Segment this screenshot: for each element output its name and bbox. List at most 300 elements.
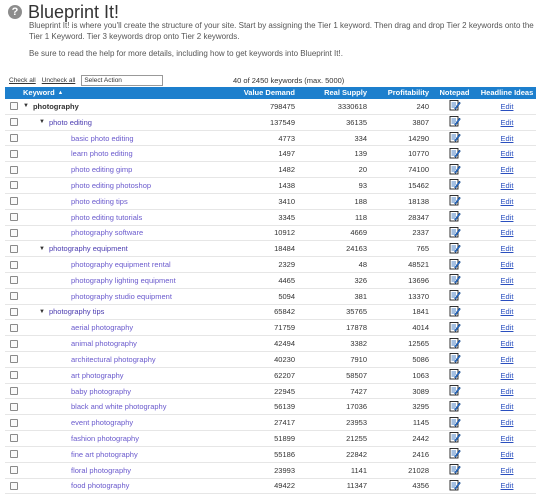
notepad-cell bbox=[431, 352, 478, 366]
keyword-cell bbox=[23, 260, 219, 269]
row-checkbox[interactable] bbox=[10, 434, 18, 442]
column-real-supply[interactable]: Real Supply bbox=[324, 88, 367, 97]
collapse-triangle-icon[interactable]: ▼ bbox=[39, 308, 45, 315]
headline-ideas-cell bbox=[478, 323, 536, 332]
value-demand-cell: 40230 bbox=[274, 354, 295, 364]
edit-link[interactable]: Edit bbox=[500, 449, 514, 459]
table-row[interactable] bbox=[5, 194, 536, 210]
row-checkbox[interactable] bbox=[10, 118, 18, 126]
profitability-cell: 12565 bbox=[408, 339, 429, 349]
row-checkbox[interactable] bbox=[10, 166, 18, 174]
table-row[interactable] bbox=[5, 479, 536, 495]
table-row[interactable] bbox=[5, 99, 536, 115]
row-checkbox[interactable] bbox=[10, 150, 18, 158]
table-row[interactable] bbox=[5, 352, 536, 368]
row-checkbox-cell bbox=[5, 403, 23, 411]
edit-link[interactable]: Edit bbox=[500, 291, 514, 301]
notepad-icon[interactable] bbox=[449, 115, 461, 129]
collapse-triangle-icon[interactable]: ▼ bbox=[23, 103, 29, 110]
real-supply-cell: 1141 bbox=[350, 465, 367, 475]
notepad-cell bbox=[431, 194, 478, 208]
row-checkbox[interactable] bbox=[10, 387, 18, 395]
keyword-cell bbox=[23, 371, 219, 380]
notepad-icon[interactable] bbox=[449, 210, 461, 224]
edit-link[interactable]: Edit bbox=[500, 228, 514, 238]
keyword-link[interactable]: photo editing tutorials bbox=[71, 212, 143, 222]
real-supply-cell: 7910 bbox=[350, 354, 367, 364]
keyword-link[interactable]: photography software bbox=[71, 228, 144, 238]
row-checkbox[interactable] bbox=[10, 482, 18, 490]
notepad-cell bbox=[431, 147, 478, 161]
keyword-cell bbox=[23, 323, 219, 332]
row-checkbox[interactable] bbox=[10, 134, 18, 142]
notepad-icon[interactable] bbox=[449, 147, 461, 161]
notepad-icon[interactable] bbox=[449, 289, 461, 303]
row-checkbox-cell bbox=[5, 166, 23, 174]
notepad-icon[interactable] bbox=[449, 163, 461, 177]
profitability-cell: 13370 bbox=[408, 291, 429, 301]
row-checkbox-cell bbox=[5, 245, 23, 253]
value-demand-cell: 27417 bbox=[274, 418, 295, 428]
page-title: Blueprint It! bbox=[28, 1, 120, 22]
row-checkbox[interactable] bbox=[10, 466, 18, 474]
notepad-cell bbox=[431, 431, 478, 445]
profitability-cell: 13696 bbox=[408, 275, 429, 285]
row-checkbox[interactable] bbox=[10, 308, 18, 316]
edit-link[interactable]: Edit bbox=[500, 180, 514, 190]
real-supply-cell: 35765 bbox=[346, 307, 367, 317]
keyword-cell bbox=[23, 197, 219, 206]
keyword-cell bbox=[23, 292, 219, 301]
notepad-cell bbox=[431, 447, 478, 461]
keyword-link[interactable]: fine art photography bbox=[71, 449, 138, 459]
headline-ideas-cell bbox=[478, 228, 536, 237]
row-checkbox-cell bbox=[5, 324, 23, 332]
row-checkbox[interactable] bbox=[10, 213, 18, 221]
keyword-link[interactable]: basic photo editing bbox=[71, 133, 134, 143]
value-demand-cell: 55186 bbox=[274, 449, 295, 459]
keyword-cell bbox=[23, 244, 219, 253]
notepad-icon[interactable] bbox=[449, 273, 461, 287]
headline-ideas-cell bbox=[478, 213, 536, 222]
profitability-cell: 3295 bbox=[412, 402, 429, 412]
edit-link[interactable]: Edit bbox=[500, 418, 514, 428]
row-checkbox[interactable] bbox=[10, 292, 18, 300]
real-supply-cell: 7427 bbox=[350, 386, 367, 396]
value-demand-cell: 23993 bbox=[274, 465, 295, 475]
notepad-cell bbox=[431, 384, 478, 398]
table-row[interactable] bbox=[5, 210, 536, 226]
value-demand-cell: 10912 bbox=[274, 228, 295, 238]
row-checkbox-cell bbox=[5, 308, 23, 316]
row-checkbox[interactable] bbox=[10, 261, 18, 269]
notepad-icon[interactable] bbox=[449, 337, 461, 351]
notepad-icon[interactable] bbox=[449, 321, 461, 335]
profitability-cell: 2337 bbox=[412, 228, 429, 238]
notepad-cell bbox=[431, 99, 478, 113]
row-checkbox-cell bbox=[5, 134, 23, 142]
real-supply-cell: 3330618 bbox=[337, 101, 367, 111]
headline-ideas-cell bbox=[478, 371, 536, 380]
notepad-cell bbox=[431, 463, 478, 477]
edit-link[interactable]: Edit bbox=[500, 275, 514, 285]
edit-link[interactable]: Edit bbox=[500, 433, 514, 443]
row-checkbox-cell bbox=[5, 466, 23, 474]
row-checkbox[interactable] bbox=[10, 181, 18, 189]
notepad-icon[interactable] bbox=[449, 258, 461, 272]
headline-ideas-cell bbox=[478, 481, 536, 490]
value-demand-cell: 137549 bbox=[269, 117, 295, 127]
row-checkbox-cell bbox=[5, 229, 23, 237]
keyword-cell bbox=[23, 481, 219, 490]
notepad-icon[interactable] bbox=[449, 226, 461, 240]
headline-ideas-cell bbox=[478, 260, 536, 269]
keyword-cell bbox=[23, 181, 219, 190]
table-row[interactable] bbox=[5, 115, 536, 131]
row-checkbox-cell bbox=[5, 197, 23, 205]
real-supply-cell: 24163 bbox=[346, 244, 367, 254]
table-row[interactable] bbox=[5, 399, 536, 415]
notepad-cell bbox=[431, 305, 478, 319]
notepad-icon[interactable] bbox=[449, 305, 461, 319]
edit-link[interactable]: Edit bbox=[500, 149, 514, 159]
edit-link[interactable]: Edit bbox=[500, 212, 514, 222]
row-checkbox[interactable] bbox=[10, 403, 18, 411]
value-demand-cell: 71759 bbox=[274, 323, 295, 333]
collapse-triangle-icon[interactable]: ▼ bbox=[39, 245, 45, 252]
notepad-icon[interactable] bbox=[449, 131, 461, 145]
row-checkbox-cell bbox=[5, 387, 23, 395]
headline-ideas-cell bbox=[478, 118, 536, 127]
table-row[interactable] bbox=[5, 415, 536, 431]
table-row[interactable] bbox=[5, 368, 536, 384]
keyword-cell bbox=[23, 387, 219, 396]
keyword-link[interactable]: photography bbox=[32, 101, 79, 111]
edit-link[interactable]: Edit bbox=[500, 339, 514, 349]
profitability-cell: 21028 bbox=[408, 465, 429, 475]
headline-ideas-cell bbox=[478, 181, 536, 190]
help-icon[interactable]: ? bbox=[8, 5, 22, 19]
column-notepad: Notepad bbox=[439, 88, 470, 97]
keyword-link[interactable]: photography studio equipment bbox=[71, 291, 172, 301]
keyword-link[interactable]: food photography bbox=[71, 481, 130, 491]
profitability-cell: 28347 bbox=[408, 212, 429, 222]
headline-ideas-cell bbox=[478, 418, 536, 427]
row-checkbox-cell bbox=[5, 340, 23, 348]
value-demand-cell: 22945 bbox=[274, 386, 295, 396]
edit-link[interactable]: Edit bbox=[500, 133, 514, 143]
headline-ideas-cell bbox=[478, 244, 536, 253]
headline-ideas-cell bbox=[478, 165, 536, 174]
edit-link[interactable]: Edit bbox=[500, 481, 514, 491]
keyword-cell bbox=[23, 102, 219, 111]
edit-link[interactable]: Edit bbox=[500, 165, 514, 175]
edit-link[interactable]: Edit bbox=[500, 354, 514, 364]
notepad-cell bbox=[431, 163, 478, 177]
table-row[interactable] bbox=[5, 384, 536, 400]
notepad-icon[interactable] bbox=[449, 400, 461, 414]
real-supply-cell: 188 bbox=[354, 196, 367, 206]
notepad-icon[interactable] bbox=[449, 178, 461, 192]
notepad-icon[interactable] bbox=[449, 463, 461, 477]
keyword-link[interactable]: aerial photography bbox=[71, 323, 134, 333]
row-checkbox-cell bbox=[5, 355, 23, 363]
keyword-link[interactable]: photography tips bbox=[48, 307, 105, 317]
keyword-link[interactable]: photo editing tips bbox=[71, 196, 128, 206]
keyword-cell bbox=[23, 434, 219, 443]
real-supply-cell: 17036 bbox=[346, 402, 367, 412]
real-supply-cell: 93 bbox=[358, 180, 367, 190]
table-row[interactable] bbox=[5, 336, 536, 352]
keyword-table bbox=[5, 87, 536, 494]
value-demand-cell: 798475 bbox=[269, 101, 295, 111]
row-checkbox-cell bbox=[5, 150, 23, 158]
notepad-icon[interactable] bbox=[449, 194, 461, 208]
check-all-link[interactable]: Check all bbox=[9, 76, 36, 84]
notepad-cell bbox=[431, 479, 478, 493]
row-checkbox[interactable] bbox=[10, 276, 18, 284]
real-supply-cell: 326 bbox=[354, 275, 367, 285]
value-demand-cell: 3410 bbox=[278, 196, 295, 206]
notepad-cell bbox=[431, 226, 478, 240]
notepad-icon[interactable] bbox=[449, 368, 461, 382]
row-checkbox[interactable] bbox=[10, 324, 18, 332]
row-checkbox[interactable] bbox=[10, 450, 18, 458]
column-headline-ideas: Headline Ideas bbox=[480, 88, 534, 97]
value-demand-cell: 65842 bbox=[274, 307, 295, 317]
profitability-cell: 3089 bbox=[412, 386, 429, 396]
table-row[interactable] bbox=[5, 305, 536, 321]
headline-ideas-cell bbox=[478, 197, 536, 206]
notepad-cell bbox=[431, 115, 478, 129]
row-checkbox[interactable] bbox=[10, 229, 18, 237]
real-supply-cell: 20 bbox=[358, 165, 367, 175]
edit-link[interactable]: Edit bbox=[500, 323, 514, 333]
value-demand-cell: 1438 bbox=[278, 180, 295, 190]
keyword-cell bbox=[23, 307, 219, 316]
notepad-icon[interactable] bbox=[449, 431, 461, 445]
row-checkbox[interactable] bbox=[10, 340, 18, 348]
keyword-link[interactable]: photography equipment bbox=[48, 244, 128, 254]
keyword-count: 40 of 2450 keywords (max. 5000) bbox=[233, 75, 345, 85]
notepad-icon[interactable] bbox=[449, 242, 461, 256]
notepad-icon[interactable] bbox=[449, 479, 461, 493]
keyword-cell bbox=[23, 228, 219, 237]
real-supply-cell: 36135 bbox=[346, 117, 367, 127]
value-demand-cell: 51899 bbox=[274, 433, 295, 443]
notepad-cell bbox=[431, 400, 478, 414]
profitability-cell: 4014 bbox=[412, 323, 429, 333]
sort-asc-icon: ▲ bbox=[57, 90, 64, 96]
headline-ideas-cell bbox=[478, 466, 536, 475]
value-demand-cell: 3345 bbox=[278, 212, 295, 222]
row-checkbox-cell bbox=[5, 482, 23, 490]
table-row[interactable] bbox=[5, 241, 536, 257]
table-header bbox=[5, 87, 536, 99]
row-checkbox-cell bbox=[5, 292, 23, 300]
intro-text bbox=[29, 20, 534, 65]
headline-ideas-cell bbox=[478, 134, 536, 143]
table-row[interactable] bbox=[5, 447, 536, 463]
value-demand-cell: 5094 bbox=[278, 291, 295, 301]
keyword-cell bbox=[23, 149, 219, 158]
notepad-cell bbox=[431, 368, 478, 382]
real-supply-cell: 4669 bbox=[350, 228, 367, 238]
row-checkbox[interactable] bbox=[10, 102, 18, 110]
table-row[interactable] bbox=[5, 320, 536, 336]
keyword-cell bbox=[23, 466, 219, 475]
keyword-link[interactable]: photo editing photoshop bbox=[71, 180, 152, 190]
profitability-cell: 1841 bbox=[412, 307, 429, 317]
table-row[interactable] bbox=[5, 273, 536, 289]
bulk-controls bbox=[9, 74, 534, 86]
keyword-link[interactable]: learn photo editing bbox=[71, 149, 133, 159]
notepad-cell bbox=[431, 321, 478, 335]
real-supply-cell: 3382 bbox=[350, 339, 367, 349]
row-checkbox-cell bbox=[5, 419, 23, 427]
edit-link[interactable]: Edit bbox=[500, 117, 514, 127]
value-demand-cell: 49422 bbox=[274, 481, 295, 491]
headline-ideas-cell bbox=[478, 339, 536, 348]
row-checkbox[interactable] bbox=[10, 371, 18, 379]
table-row[interactable] bbox=[5, 226, 536, 242]
row-checkbox-cell bbox=[5, 213, 23, 221]
profitability-cell: 2416 bbox=[412, 449, 429, 459]
edit-link[interactable]: Edit bbox=[500, 370, 514, 380]
keyword-link[interactable]: baby photography bbox=[71, 386, 132, 396]
row-checkbox[interactable] bbox=[10, 197, 18, 205]
real-supply-cell: 21255 bbox=[346, 433, 367, 443]
notepad-icon[interactable] bbox=[449, 416, 461, 430]
keyword-link[interactable]: event photography bbox=[71, 418, 134, 428]
notepad-icon[interactable] bbox=[449, 384, 461, 398]
table-row[interactable] bbox=[5, 431, 536, 447]
collapse-triangle-icon[interactable]: ▼ bbox=[39, 119, 45, 126]
profitability-cell: 240 bbox=[416, 101, 429, 111]
row-checkbox-cell bbox=[5, 181, 23, 189]
row-checkbox-cell bbox=[5, 118, 23, 126]
profitability-cell: 48521 bbox=[408, 260, 429, 270]
value-demand-cell: 62207 bbox=[274, 370, 295, 380]
keyword-link[interactable]: floral photography bbox=[71, 465, 132, 475]
keyword-link[interactable]: fashion photography bbox=[71, 433, 139, 443]
keyword-cell bbox=[23, 165, 219, 174]
real-supply-cell: 11347 bbox=[346, 481, 367, 491]
keyword-link[interactable]: art photography bbox=[71, 370, 124, 380]
real-supply-cell: 139 bbox=[354, 149, 367, 159]
keyword-link[interactable]: animal photography bbox=[71, 339, 137, 349]
keyword-link[interactable]: photography equipment rental bbox=[71, 260, 171, 270]
real-supply-cell: 381 bbox=[354, 291, 367, 301]
notepad-icon[interactable] bbox=[449, 99, 461, 113]
table-row[interactable] bbox=[5, 178, 536, 194]
table-row[interactable] bbox=[5, 162, 536, 178]
notepad-cell bbox=[431, 178, 478, 192]
action-select[interactable]: Select Action bbox=[81, 75, 163, 86]
keyword-link[interactable]: black and white photography bbox=[71, 402, 167, 412]
value-demand-cell: 2329 bbox=[278, 260, 295, 270]
headline-ideas-cell bbox=[478, 355, 536, 364]
column-keyword[interactable] bbox=[5, 87, 219, 99]
table-row[interactable] bbox=[5, 257, 536, 273]
real-supply-cell: 118 bbox=[355, 212, 367, 222]
notepad-icon[interactable] bbox=[449, 447, 461, 461]
table-row[interactable] bbox=[5, 146, 536, 162]
notepad-cell bbox=[431, 131, 478, 145]
keyword-link[interactable]: photo editing bbox=[48, 117, 92, 127]
keyword-cell bbox=[23, 355, 219, 364]
row-checkbox-cell bbox=[5, 276, 23, 284]
edit-link[interactable]: Edit bbox=[500, 386, 514, 396]
headline-ideas-cell bbox=[478, 102, 536, 111]
edit-link[interactable]: Edit bbox=[500, 101, 514, 111]
row-checkbox-cell bbox=[5, 102, 23, 110]
value-demand-cell: 4773 bbox=[278, 133, 295, 143]
real-supply-cell: 58507 bbox=[346, 370, 367, 380]
real-supply-cell: 334 bbox=[354, 133, 367, 143]
keyword-link[interactable]: photography lighting equipment bbox=[71, 275, 176, 285]
notepad-cell bbox=[431, 210, 478, 224]
column-profitability[interactable]: Profitability bbox=[387, 88, 429, 97]
notepad-cell bbox=[431, 416, 478, 430]
row-checkbox-cell bbox=[5, 450, 23, 458]
notepad-cell bbox=[431, 337, 478, 351]
profitability-cell: 3807 bbox=[412, 117, 429, 127]
keyword-link[interactable]: photo editing gimp bbox=[71, 165, 133, 175]
notepad-cell bbox=[431, 258, 478, 272]
edit-link[interactable]: Edit bbox=[500, 465, 514, 475]
keyword-cell bbox=[23, 213, 219, 222]
table-body bbox=[5, 99, 536, 494]
real-supply-cell: 48 bbox=[358, 260, 367, 270]
row-checkbox-cell bbox=[5, 371, 23, 379]
notepad-icon[interactable] bbox=[449, 352, 461, 366]
edit-link[interactable]: Edit bbox=[500, 196, 514, 206]
row-checkbox[interactable] bbox=[10, 419, 18, 427]
profitability-cell: 4356 bbox=[412, 481, 429, 491]
value-demand-cell: 1482 bbox=[278, 165, 295, 175]
row-checkbox[interactable] bbox=[10, 355, 18, 363]
edit-link[interactable]: Edit bbox=[500, 244, 514, 254]
table-row[interactable] bbox=[5, 289, 536, 305]
page-header bbox=[8, 2, 119, 22]
uncheck-all-link[interactable]: Uncheck all bbox=[41, 76, 76, 84]
edit-link[interactable]: Edit bbox=[500, 307, 514, 317]
table-row[interactable] bbox=[5, 131, 536, 147]
profitability-cell: 15462 bbox=[408, 180, 429, 190]
headline-ideas-cell bbox=[478, 434, 536, 443]
row-checkbox[interactable] bbox=[10, 245, 18, 253]
keyword-link[interactable]: architectural photography bbox=[71, 354, 156, 364]
column-value-demand[interactable]: Value Demand bbox=[243, 88, 295, 97]
headline-ideas-cell bbox=[478, 402, 536, 411]
notepad-cell bbox=[431, 273, 478, 287]
profitability-cell: 14290 bbox=[408, 133, 429, 143]
headline-ideas-cell bbox=[478, 149, 536, 158]
edit-link[interactable]: Edit bbox=[500, 402, 514, 412]
profitability-cell: 765 bbox=[416, 244, 429, 254]
row-checkbox-cell bbox=[5, 434, 23, 442]
keyword-cell bbox=[23, 450, 219, 459]
column-keyword-label: Keyword bbox=[23, 88, 55, 97]
headline-ideas-cell bbox=[478, 387, 536, 396]
value-demand-cell: 18484 bbox=[274, 244, 295, 254]
table-row[interactable] bbox=[5, 463, 536, 479]
keyword-cell bbox=[23, 418, 219, 427]
profitability-cell: 10770 bbox=[408, 149, 429, 159]
edit-link[interactable]: Edit bbox=[500, 260, 514, 270]
value-demand-cell: 1497 bbox=[278, 149, 295, 159]
